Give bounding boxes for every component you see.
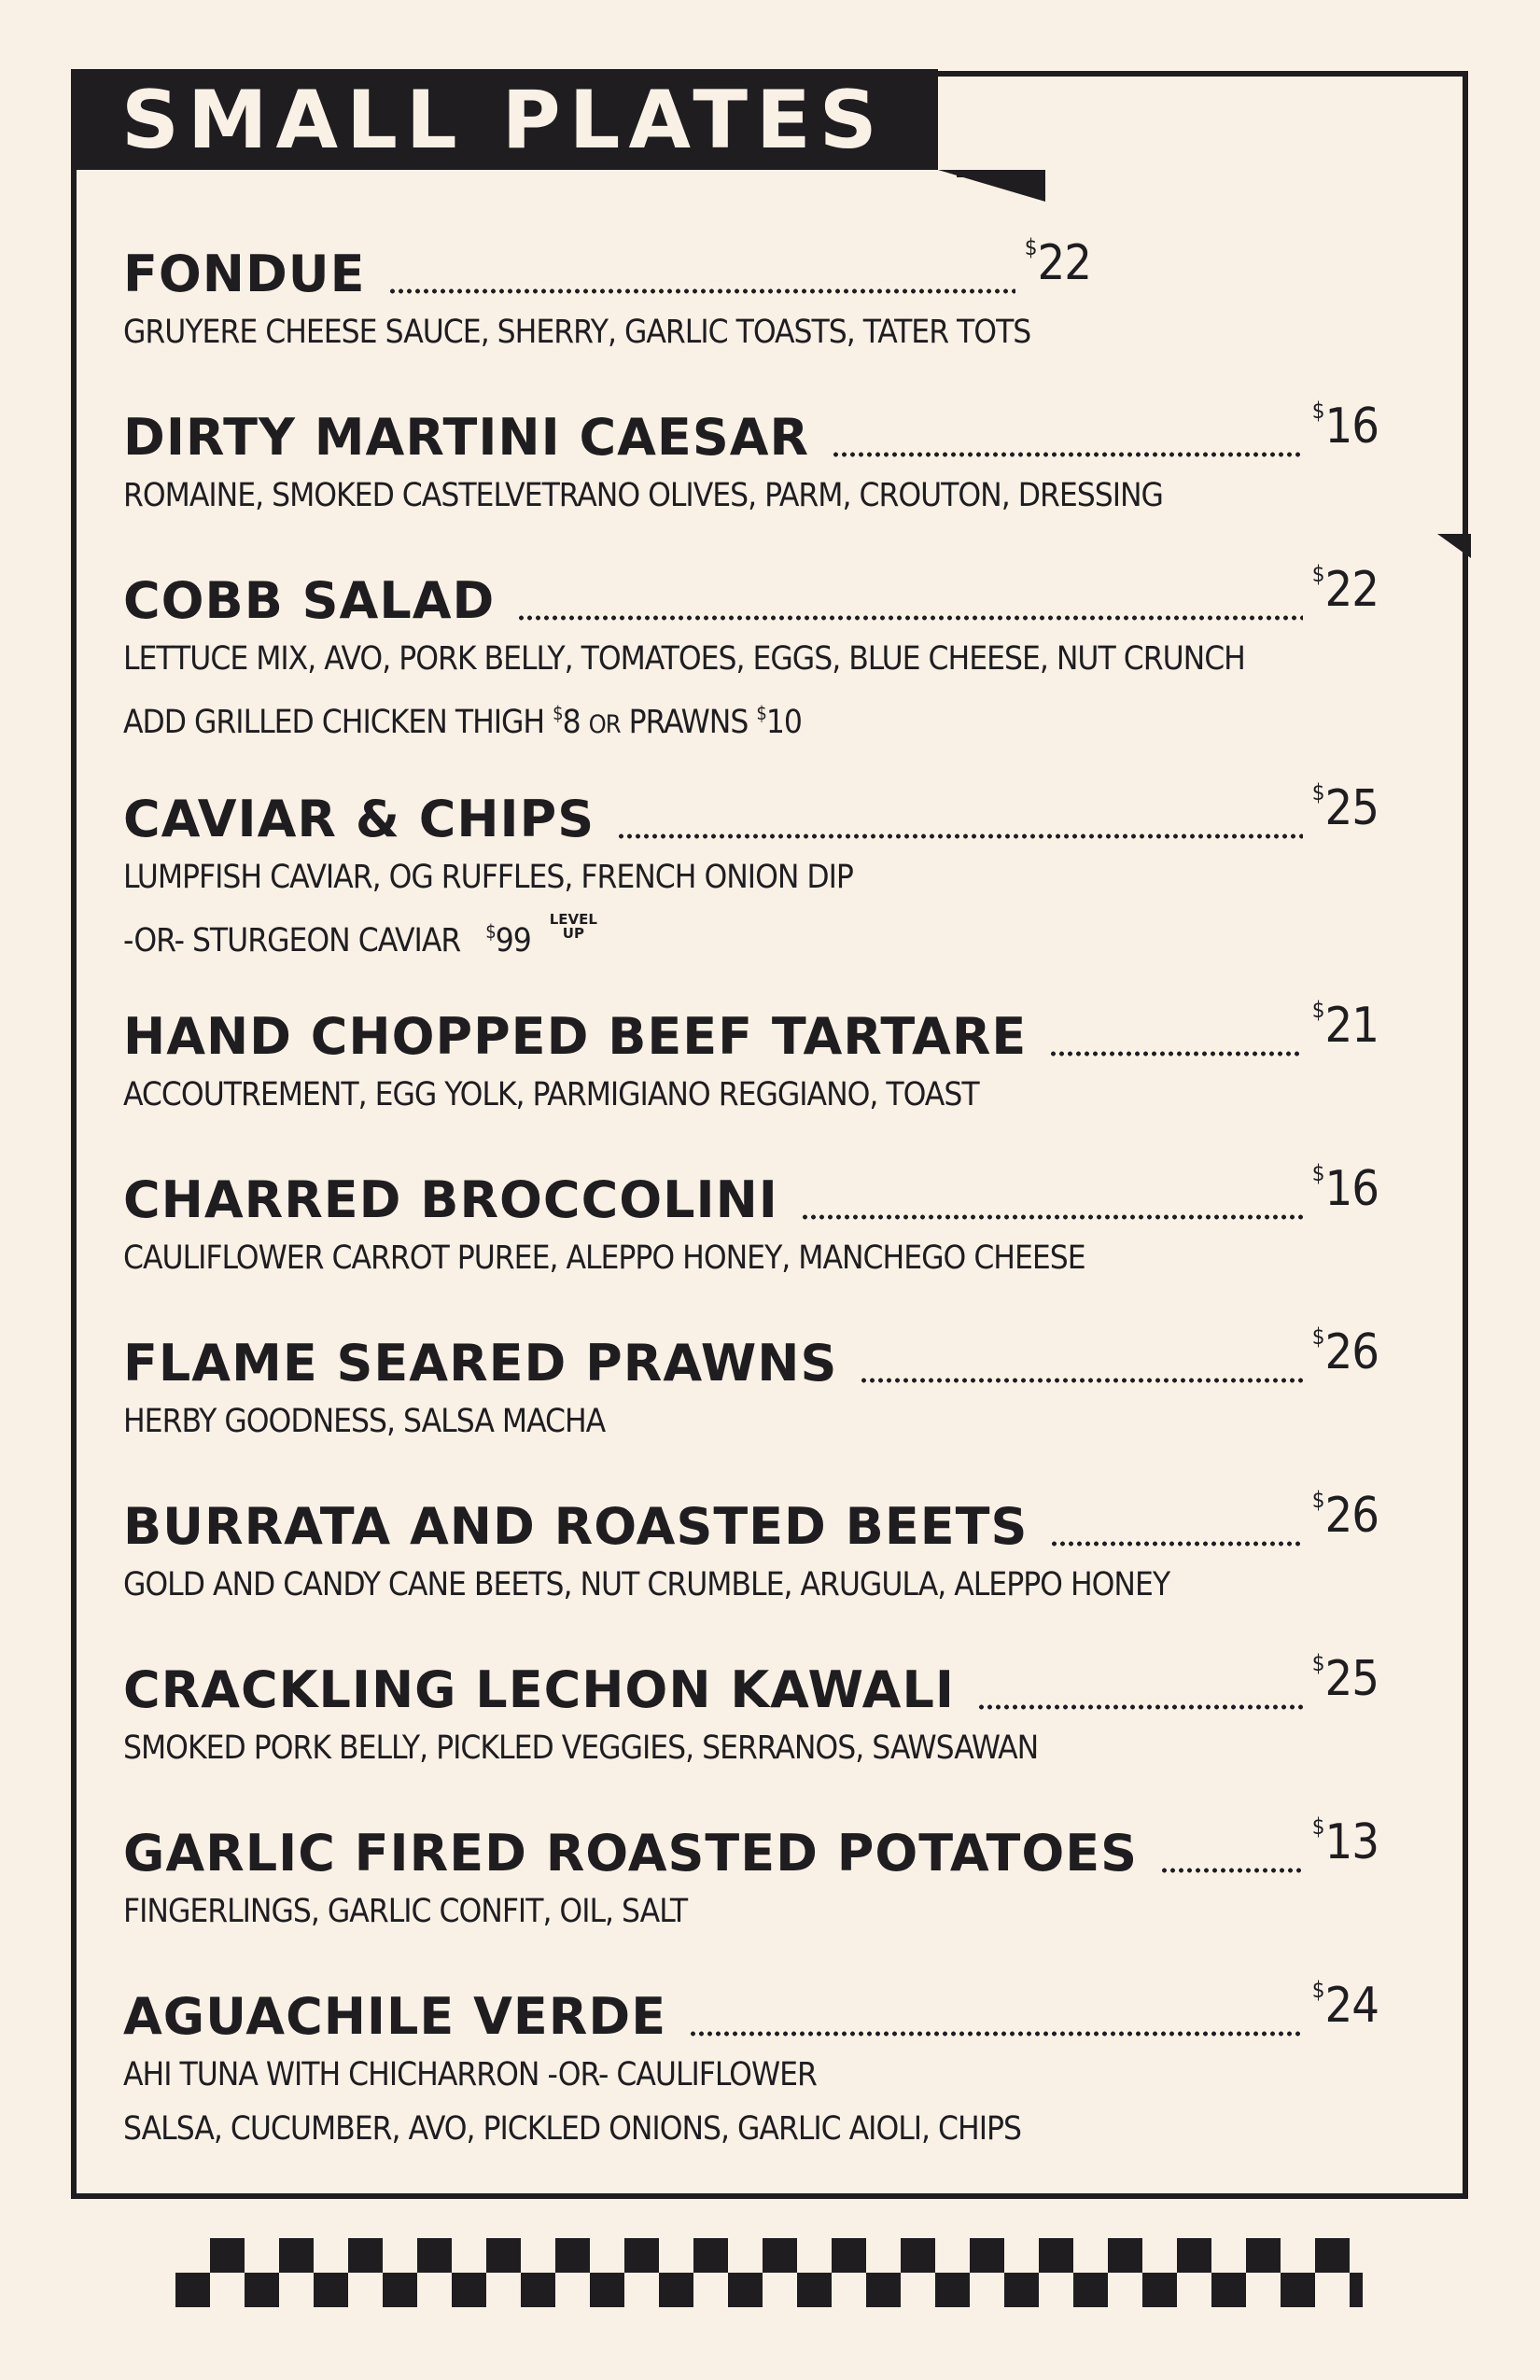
menu-item — [123, 1815, 1379, 1939]
item-price: $26 — [1311, 1487, 1379, 1544]
dot-leader — [860, 1378, 1302, 1383]
item-description: CAULIFLOWER CARROT PUREE, ALEPPO HONEY, MANCHEGO CHEESE — [123, 1239, 1085, 1277]
item-price: $24 — [1311, 1977, 1379, 2034]
menu-item — [123, 999, 1379, 1122]
dot-leader — [832, 452, 1303, 457]
checkered-border — [175, 2238, 1363, 2307]
item-price: $22 — [1311, 561, 1379, 618]
dot-leader — [617, 833, 1303, 839]
level-up-badge: LEVEL UP — [549, 911, 597, 942]
item-name: COBB SALAD — [123, 571, 496, 630]
title-banner — [71, 69, 938, 170]
dot-leader — [689, 2031, 1303, 2037]
item-description: SMOKED PORK BELLY, PICKLED VEGGIES, SERRANOS, SAWSAWAN — [123, 1729, 1039, 1767]
item-price: $21 — [1311, 997, 1379, 1054]
item-addon: ADD GRILLED CHICKEN THIGH $8 OR PRAWNS $10 — [123, 702, 802, 741]
item-description: FINGERLINGS, GARLIC CONFIT, OIL, SALT — [123, 1893, 688, 1930]
dot-leader — [388, 288, 1015, 294]
menu-item — [123, 1325, 1379, 1449]
menu-item — [123, 781, 1379, 968]
dot-leader — [801, 1214, 1303, 1220]
item-name: CRACKLING LECHON KAWALI — [123, 1660, 955, 1719]
item-price: $22 — [1024, 234, 1091, 291]
item-name: HAND CHOPPED BEEF TARTARE — [123, 1007, 1028, 1066]
item-price: $13 — [1311, 1813, 1379, 1870]
item-upgrade: -OR- STURGEON CAVIAR $99LEVEL UP — [123, 911, 597, 959]
item-description: AHI TUNA WITH CHICHARRON -OR- CAULIFLOWER — [123, 2056, 817, 2093]
item-price: $26 — [1311, 1323, 1379, 1380]
item-name: CHARRED BROCCOLINI — [123, 1170, 778, 1229]
menu-item — [123, 1162, 1379, 1285]
item-price: $25 — [1311, 779, 1379, 836]
item-price: $16 — [1311, 398, 1379, 455]
item-name: BURRATA AND ROASTED BEETS — [123, 1497, 1029, 1556]
item-price: $25 — [1311, 1650, 1379, 1707]
dot-leader — [1160, 1868, 1303, 1873]
item-name: DIRTY MARTINI CAESAR — [123, 408, 810, 467]
menu-item — [123, 236, 1379, 359]
item-description: HERBY GOODNESS, SALSA MACHA — [123, 1403, 606, 1440]
dot-leader — [517, 615, 1302, 621]
item-description: ACCOUTREMENT, EGG YOLK, PARMIGIANO REGGIANO, TOAST — [123, 1076, 979, 1113]
item-name: AGUACHILE VERDE — [123, 1987, 667, 2046]
menu-item — [123, 1652, 1379, 1775]
menu-item — [123, 399, 1379, 523]
item-description: GOLD AND CANDY CANE BEETS, NUT CRUMBLE, ARUGULA, ALEPPO HONEY — [123, 1566, 1170, 1603]
item-description: ROMAINE, SMOKED CASTELVETRANO OLIVES, PARM, CROUTON, DRESSING — [123, 477, 1163, 514]
page-title: SMALL PLATES — [121, 74, 886, 167]
item-description: SALSA, CUCUMBER, AVO, PICKLED ONIONS, GARLIC AIOLI, CHIPS — [123, 2110, 1021, 2148]
item-name: CAVIAR & CHIPS — [123, 790, 595, 848]
menu-item — [123, 1489, 1379, 1612]
menu-item — [123, 1979, 1379, 2156]
dot-leader — [1049, 1051, 1302, 1057]
item-description: GRUYERE CHEESE SAUCE, SHERRY, GARLIC TOASTS, TATER TOTS — [123, 314, 1031, 351]
item-name: FLAME SEARED PRAWNS — [123, 1334, 838, 1393]
dot-leader — [1050, 1541, 1302, 1547]
menu-item — [123, 563, 1379, 752]
item-price: $16 — [1311, 1160, 1379, 1217]
item-name: FONDUE — [123, 245, 366, 303]
item-name: GARLIC FIRED ROASTED POTATOES — [123, 1824, 1139, 1883]
dot-leader — [977, 1704, 1303, 1710]
item-description: LETTUCE MIX, AVO, PORK BELLY, TOMATOES, EGGS, BLUE CHEESE, NUT CRUNCH — [123, 640, 1245, 678]
item-description: LUMPFISH CAVIAR, OG RUFFLES, FRENCH ONION DIP — [123, 859, 853, 896]
